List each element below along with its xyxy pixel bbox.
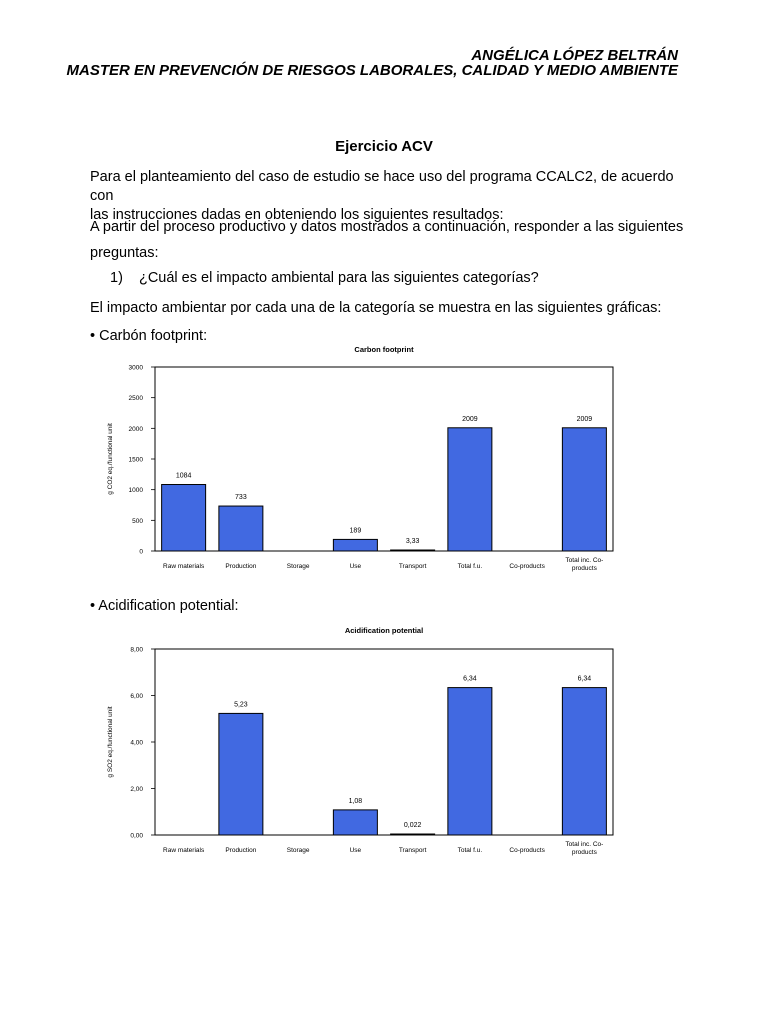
y-tick-label: 0 bbox=[139, 548, 143, 556]
x-tick-label: Raw materials bbox=[163, 563, 205, 570]
y-tick-label: 6,00 bbox=[130, 693, 143, 700]
y-tick-label: 2,00 bbox=[130, 786, 143, 793]
x-tick-label: Total f.u. bbox=[457, 563, 483, 570]
y-tick-label: 4,00 bbox=[130, 739, 143, 747]
x-tick-label: Use bbox=[349, 563, 362, 570]
y-axis-label: g SO2 eq./functional unit bbox=[107, 706, 114, 778]
x-tick-label: products bbox=[571, 565, 597, 572]
chart-2 bbox=[107, 626, 613, 856]
bar-transport bbox=[391, 834, 435, 835]
task-line-2: preguntas: bbox=[90, 245, 159, 261]
bar-total-f-u bbox=[448, 428, 492, 551]
x-tick-label: Co-products bbox=[509, 847, 545, 854]
bar-raw-materials bbox=[162, 485, 206, 551]
data-label: 1084 bbox=[175, 472, 192, 480]
bullet-carbon-footprint: • Carbón footprint: bbox=[90, 328, 208, 344]
y-axis-label: g CO2 eq./functional unit bbox=[107, 423, 114, 495]
program-name: MASTER EN PREVENCIÓN DE RIESGOS LABORALES, CALIDAD Y MEDIO AMBIENTE bbox=[66, 62, 678, 79]
data-label: 733 bbox=[235, 494, 247, 502]
data-label: 6,34 bbox=[577, 675, 592, 683]
data-label: 5,23 bbox=[234, 701, 248, 709]
data-label: 2009 bbox=[576, 415, 593, 423]
question-text: ¿Cuál es el impacto ambiental para las siguientes categorías? bbox=[138, 270, 539, 286]
y-tick-label: 1500 bbox=[128, 456, 143, 464]
x-tick-label: Production bbox=[225, 847, 257, 854]
question-number: 1) bbox=[110, 270, 123, 286]
exercise-title: Ejercicio ACV bbox=[335, 138, 433, 155]
data-label: 0,022 bbox=[403, 822, 422, 829]
data-label: 2009 bbox=[462, 415, 478, 423]
chart-title: Acidification potential bbox=[344, 626, 424, 635]
bar-total-inc-co-products bbox=[562, 688, 606, 835]
data-label: 1,08 bbox=[348, 797, 363, 805]
x-tick-label: Transport bbox=[398, 563, 427, 570]
x-tick-label: products bbox=[571, 849, 597, 856]
bar-production bbox=[219, 506, 263, 551]
bar-transport bbox=[391, 550, 435, 551]
bar-use bbox=[333, 810, 377, 835]
x-tick-label: Raw materials bbox=[163, 847, 205, 854]
y-tick-label: 3000 bbox=[128, 364, 143, 372]
x-tick-label: Total f.u. bbox=[457, 847, 483, 854]
data-label: 3,33 bbox=[405, 538, 420, 545]
intro-line-1: Para el planteamiento del caso de estudio se hace uso del programa CCALC2, de acuerdo con bbox=[90, 169, 674, 204]
y-tick-label: 2500 bbox=[128, 395, 143, 403]
x-tick-label: Co-products bbox=[509, 563, 545, 570]
task-line-1: A partir del proceso productivo y datos mostrados a continuación, responder a las siguientes bbox=[90, 219, 684, 235]
x-tick-label: Storage bbox=[286, 563, 310, 570]
x-tick-label: Use bbox=[349, 847, 362, 854]
intro-line-2: las instrucciones dadas en obteniendo los siguientes resultados: bbox=[90, 207, 504, 223]
x-tick-label: Production bbox=[225, 563, 257, 570]
bar-production bbox=[219, 713, 263, 835]
explanation-text: El impacto ambientar por cada una de la categoría se muestra en las siguientes gráficas: bbox=[90, 300, 662, 316]
bar-total-f-u bbox=[448, 688, 492, 835]
chart-1 bbox=[107, 345, 613, 572]
data-label: 6,34 bbox=[463, 675, 477, 683]
x-tick-label: Storage bbox=[286, 847, 310, 854]
chart-title: Carbon footprint bbox=[354, 345, 414, 354]
y-tick-label: 500 bbox=[132, 517, 143, 525]
x-tick-label: Total inc. Co- bbox=[565, 841, 604, 848]
y-tick-label: 0,00 bbox=[130, 832, 143, 840]
data-label: 189 bbox=[349, 527, 362, 535]
bar-total-inc-co-products bbox=[562, 428, 606, 551]
y-tick-label: 8,00 bbox=[130, 646, 143, 654]
bullet-acidification: • Acidification potential: bbox=[90, 598, 239, 614]
author-name: ANGÉLICA LÓPEZ BELTRÁN bbox=[471, 47, 678, 64]
y-tick-label: 2000 bbox=[128, 425, 143, 433]
x-tick-label: Total inc. Co- bbox=[565, 557, 604, 564]
x-tick-label: Transport bbox=[398, 847, 427, 854]
bar-use bbox=[333, 539, 377, 551]
y-tick-label: 1000 bbox=[128, 487, 143, 495]
